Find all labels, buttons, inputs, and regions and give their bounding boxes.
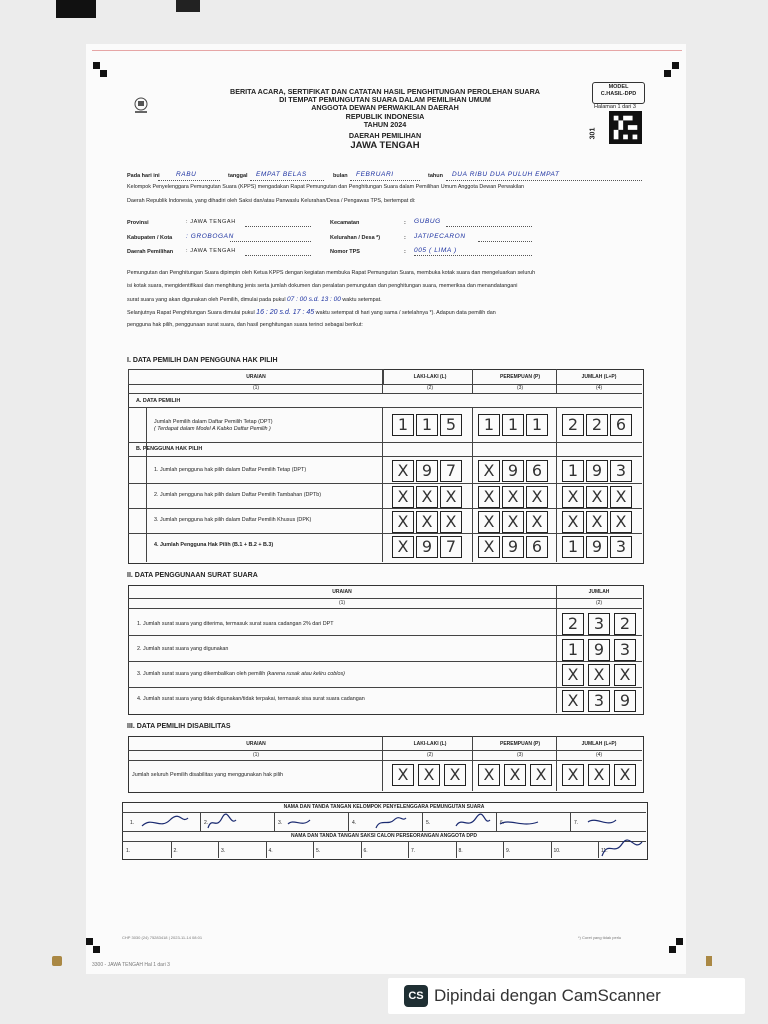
s1-b4: 4. Jumlah Pengguna Hak Pilih (B.1 + B.2 + B.3) <box>154 542 274 548</box>
saksi-signature-slot: 5. <box>316 848 321 854</box>
side-code: 301 <box>589 127 597 140</box>
row-line <box>128 442 642 443</box>
col-divider <box>472 369 473 393</box>
daerah-label: DAERAH PEMILIHAN <box>348 131 422 141</box>
digit-box: 9 <box>416 460 438 482</box>
s2-n2: (2) <box>595 600 603 606</box>
s1-col-pr: PEREMPUAN (P) <box>499 374 540 380</box>
page-border-line <box>92 50 682 51</box>
digit-box: 3 <box>588 613 610 635</box>
digit-box: 1 <box>502 414 524 436</box>
footer-bottom-left: 3300 - JAWA TENGAH Hal 1 dari 3 <box>92 962 170 968</box>
header-title-5: TAHUN 2024 <box>363 119 407 129</box>
digit-box: 9 <box>586 536 608 558</box>
s1-a-row2: ( Terdapat dalam Model A Kabko Daftar Pemilih ) <box>154 426 271 432</box>
body-p4-a: Selanjutnya Rapat Penghitungan Suara dimulai pukul <box>127 310 255 316</box>
digit-box: X <box>502 486 524 508</box>
digit-box: 7 <box>440 536 462 558</box>
digit-box: X <box>478 511 500 533</box>
digit-box: X <box>478 536 500 558</box>
scan-edge-mark <box>706 956 712 966</box>
dotline <box>446 180 642 181</box>
bulan-value: FEBRUARI <box>356 171 394 178</box>
saksi-signature-title: NAMA DAN TANDA TANGAN SAKSI CALON PERSEORANGAN ANGGOTA DPD <box>291 833 477 839</box>
digit-box: 2 <box>586 414 608 436</box>
registration-mark <box>672 62 679 69</box>
digit-box: X <box>562 664 584 686</box>
registration-mark <box>93 62 100 69</box>
row-line <box>128 598 642 599</box>
digit-box: X <box>440 511 462 533</box>
daerah-value: JAWA TENGAH <box>350 140 420 152</box>
col-divider <box>556 407 557 562</box>
digit-box: 3 <box>610 460 632 482</box>
camscanner-text: Dipindai dengan CamScanner <box>434 986 661 1005</box>
dotline <box>478 241 532 242</box>
body-p3-b: waktu setempat. <box>342 297 382 303</box>
s3-col-lk: LAKI-LAKI (L) <box>413 741 447 747</box>
digit-box: X <box>478 460 500 482</box>
kpu-logo-icon <box>131 96 151 116</box>
body-p1: Pemungutan dan Penghitungan Suara dipimpin oleh Ketua KPPS dengan kegiatan membuka Rapat Pemungutan Suara, membuka kotak suara dan mengeluarkan seluruh <box>127 270 536 276</box>
bulan-label: bulan <box>333 173 348 179</box>
camscanner-watermark <box>388 978 745 1014</box>
tahun-value: DUA RIBU DUA PULUH EMPAT <box>452 171 560 178</box>
digit-box: 6 <box>526 460 548 482</box>
s1-col-jml: JUMLAH (L+P) <box>581 374 617 380</box>
registration-mark <box>676 938 683 945</box>
col-divider <box>361 841 362 858</box>
s1-col-uraian: URAIAN <box>246 374 266 380</box>
dapil-label: Daerah Pemilihan <box>127 249 174 255</box>
digit-box: X <box>588 764 610 786</box>
kelurahan-value: JATIPECARON <box>414 233 466 240</box>
digit-box: X <box>586 486 608 508</box>
col-divider <box>382 369 383 393</box>
row-line <box>128 508 642 509</box>
digit-box: X <box>586 511 608 533</box>
digit-box: X <box>416 511 438 533</box>
digit-box: 9 <box>614 690 636 712</box>
col-divider <box>382 407 383 562</box>
col-divider <box>472 736 473 791</box>
intro-line-2: Kelompok Penyelenggara Pemungutan Suara (KPPS) mengadakan Rapat Pemungutan dan Penghitungan Suara dalam Pemilihan Umum Anggota Dewan Perwakilan <box>127 184 525 190</box>
s1-n1: (1) <box>252 385 260 391</box>
digit-box: X <box>530 764 552 786</box>
body-p4 <box>127 309 496 317</box>
digit-box: X <box>610 511 632 533</box>
s1-n4: (4) <box>595 385 603 391</box>
col-divider <box>382 736 383 791</box>
s1-a-title: A. DATA PEMILIH <box>136 398 181 404</box>
digit-box: X <box>526 486 548 508</box>
registration-mark <box>664 70 671 77</box>
model-code: C.HASIL-DPD <box>600 91 637 97</box>
digit-box: X <box>562 764 584 786</box>
s2-r1: 1. Jumlah surat suara yang diterima, termasuk surat suara cadangan 2% dari DPT <box>137 621 334 627</box>
s2-r3 <box>137 671 345 677</box>
kabupaten-label: Kabupaten / Kota <box>127 235 173 241</box>
registration-mark <box>93 946 100 953</box>
saksi-signature-slot: 9. <box>506 848 511 854</box>
body-p4-b: waktu setempat di hari yang sama / setelahnya *). Adapun data pemilih dan <box>315 310 496 316</box>
col-divider <box>503 841 504 858</box>
dotline <box>230 241 311 242</box>
col-divider <box>556 736 557 791</box>
digit-box: 3 <box>614 639 636 661</box>
digit-box: X <box>416 486 438 508</box>
s3-n1: (1) <box>252 752 260 758</box>
s1-a-row1: Jumlah Pemilih dalam Daftar Pemilih Tetap (DPT) <box>154 419 273 425</box>
digit-box: 2 <box>562 414 584 436</box>
digit-box: X <box>562 486 584 508</box>
digit-box: X <box>504 764 526 786</box>
s3-col-pr: PEREMPUAN (P) <box>499 741 540 747</box>
row-line <box>128 661 642 662</box>
digit-box: X <box>392 536 414 558</box>
col-divider <box>551 841 552 858</box>
qr-code-icon <box>609 111 642 144</box>
digit-box: 1 <box>392 414 414 436</box>
saksi-signature-slot: 11. <box>601 848 608 854</box>
kpps-signature-slot: 2. <box>204 820 209 826</box>
scan-edge-mark <box>56 0 96 18</box>
saksi-signature-slot: 6. <box>363 848 368 854</box>
registration-mark <box>669 946 676 953</box>
registration-mark <box>100 70 107 77</box>
tahun-label: tahun <box>428 173 443 179</box>
digit-box: X <box>392 511 414 533</box>
s1-b-title: B. PENGGUNA HAK PILIH <box>136 446 203 452</box>
header-title-3: ANGGOTA DEWAN PERWAKILAN DAERAH <box>311 103 459 113</box>
s3-col-uraian: URAIAN <box>246 741 266 747</box>
saksi-signature-slot: 2. <box>173 848 178 854</box>
digit-box: X <box>418 764 440 786</box>
page-number: Halaman 1 dari 3 <box>594 104 636 110</box>
digit-box: 3 <box>610 536 632 558</box>
digit-box: 1 <box>562 536 584 558</box>
s2-col-jml: JUMLAH <box>588 589 610 595</box>
body-p3-a: surat suara yang akan digunakan oleh Pemilih, dimulai pada pukul <box>127 297 286 303</box>
digit-box: 2 <box>562 613 584 635</box>
digit-box: 3 <box>588 690 610 712</box>
saksi-signature-slot: 8. <box>458 848 463 854</box>
tps-label: Nomor TPS <box>330 249 360 255</box>
digit-box: X <box>478 486 500 508</box>
tanggal-label: tanggal <box>228 173 248 179</box>
scan-edge-mark <box>52 956 62 966</box>
s3-n3: (3) <box>516 752 524 758</box>
s3-r1: Jumlah seluruh Pemilih disabilitas yang menggunakan hak pilih <box>132 772 284 778</box>
digit-box: 9 <box>502 460 524 482</box>
s2-r4: 4. Jumlah surat suara yang tidak digunakan/tidak terpakai, termasuk sisa surat suara cadangan <box>137 696 365 702</box>
row-line <box>128 750 642 751</box>
digit-box: X <box>614 764 636 786</box>
kecamatan-label: Kecamatan <box>330 220 360 226</box>
col-divider <box>556 369 557 393</box>
kpps-signature-slot: 5. <box>426 820 431 826</box>
digit-box: 9 <box>502 536 524 558</box>
hari-label: Pada hari ini <box>127 173 160 179</box>
s3-n2: (2) <box>426 752 434 758</box>
col-divider <box>218 841 219 858</box>
digit-box: 2 <box>614 613 636 635</box>
col-divider <box>472 407 473 562</box>
s1-b2: 2. Jumlah pengguna hak pilih dalam Daftar Pemilih Tambahan (DPTb) <box>154 492 322 498</box>
row-line <box>128 760 642 761</box>
colon: : <box>404 220 406 226</box>
colon: : <box>404 249 406 255</box>
col-divider <box>171 841 172 858</box>
s2-r3-b: (karena rusak atau keliru coblos) <box>266 671 345 677</box>
digit-box: X <box>588 664 610 686</box>
col-divider <box>556 585 557 713</box>
body-p4-time: 16 : 20 s.d. 17 : 45 <box>256 309 315 316</box>
digit-box: X <box>392 764 414 786</box>
kelurahan-label: Kelurahan / Desa *) <box>330 235 381 241</box>
s1-n2: (2) <box>426 385 434 391</box>
col-divider <box>456 841 457 858</box>
kpps-signature-slot: 6. <box>500 820 505 826</box>
dotline <box>250 180 324 181</box>
col-divider <box>313 841 314 858</box>
section-1-title: I. DATA PEMILIH DAN PENGGUNA HAK PILIH <box>127 357 278 364</box>
intro-line-3: Daerah Republik Indonesia, yang dihadiri oleh Saksi dan/atau Panwaslu Kelurahan/Desa / Pengawas TPS, bertempat di: <box>127 198 416 204</box>
digit-box: X <box>614 664 636 686</box>
digit-box: X <box>392 486 414 508</box>
dotline <box>414 255 532 256</box>
hari-value: RABU <box>176 171 197 178</box>
digit-box: 1 <box>562 639 584 661</box>
s1-b1: 1. Jumlah pengguna hak pilih dalam Daftar Pemilih Tetap (DPT) <box>154 467 307 473</box>
s1-b3: 3. Jumlah pengguna hak pilih dalam Daftar Pemilih Khusus (DPK) <box>154 517 312 523</box>
body-p2: isi kotak suara, mengidentifikasi dan menghitung jenis serta jumlah dokumen dan peralatan pemungutan dan penghitungan suara, memeriksa dan menandatangani <box>127 283 518 289</box>
s3-n4: (4) <box>595 752 603 758</box>
dotline <box>446 226 532 227</box>
kabupaten-value: : GROBOGAN <box>186 233 234 240</box>
s1-n3: (3) <box>516 385 524 391</box>
kecamatan-value: GUBUG <box>414 218 441 225</box>
s3-col-jml: JUMLAH (L+P) <box>581 741 617 747</box>
header-title-2: DI TEMPAT PEMUNGUTAN SUARA DALAM PEMILIHAN UMUM <box>279 95 491 105</box>
row-line <box>128 407 642 408</box>
kpps-signature-slot: 3. <box>278 820 283 826</box>
digit-box: X <box>562 690 584 712</box>
body-p3-time: 07 : 00 s.d. 13 : 00 <box>287 296 341 303</box>
row-line <box>128 456 642 457</box>
model-badge <box>592 82 645 104</box>
tanggal-value: EMPAT BELAS <box>256 171 307 178</box>
saksi-signature-slot: 3. <box>221 848 226 854</box>
digit-box: 5 <box>440 414 462 436</box>
dapil-value: : JAWA TENGAH <box>186 248 236 254</box>
digit-box: X <box>392 460 414 482</box>
header-title-1: BERITA ACARA, SERTIFIKAT DAN CATATAN HASIL PENGHITUNGAN PEROLEHAN SUARA <box>230 87 540 96</box>
section-2-title: II. DATA PENGGUNAAN SURAT SUARA <box>127 572 258 579</box>
s1-col-lk: LAKI-LAKI (L) <box>413 374 447 380</box>
provinsi-label: Provinsi <box>127 220 149 226</box>
col-divider <box>266 841 267 858</box>
digit-box: 1 <box>526 414 548 436</box>
body-p5: pengguna hak pilih, penggunaan surat suara, dan hasil penghitungan suara terinci sebagai berikut: <box>127 322 363 328</box>
header-title-4: REPUBLIK INDONESIA <box>345 111 425 121</box>
saksi-signature-slot: 10. <box>553 848 561 854</box>
digit-box: X <box>502 511 524 533</box>
digit-box: 1 <box>416 414 438 436</box>
section-3-title: III. DATA PEMILIH DISABILITAS <box>127 723 231 730</box>
digit-box: 1 <box>562 460 584 482</box>
s2-col-uraian: URAIAN <box>332 589 352 595</box>
dotline <box>350 180 420 181</box>
row-line <box>128 635 642 636</box>
provinsi-value: : JAWA TENGAH <box>186 219 236 225</box>
footer-code: CHP 3030 (24) 75283418 | 2023-11-14 08:01 <box>122 935 203 940</box>
footer-note: *) Coret yang tidak perlu <box>578 935 622 940</box>
s2-n1: (1) <box>338 600 346 606</box>
digit-box: X <box>562 511 584 533</box>
row-line <box>128 533 642 534</box>
digit-box: 9 <box>588 639 610 661</box>
saksi-signature-slot: 1. <box>126 848 131 854</box>
dotline <box>245 226 311 227</box>
registration-mark <box>86 938 93 945</box>
row-line <box>128 483 642 484</box>
row-line <box>122 841 646 842</box>
s2-r2: 2. Jumlah surat suara yang digunakan <box>137 646 229 652</box>
digit-box: 9 <box>416 536 438 558</box>
digit-box: 6 <box>526 536 548 558</box>
saksi-signature-slot: 7. <box>411 848 416 854</box>
digit-box: 1 <box>478 414 500 436</box>
col-divider <box>408 841 409 858</box>
tps-value: 005 ( LIMA ) <box>414 247 457 254</box>
digit-box: 9 <box>586 460 608 482</box>
digit-box: X <box>478 764 500 786</box>
dotline <box>158 180 220 181</box>
digit-box: X <box>444 764 466 786</box>
digit-box: 6 <box>610 414 632 436</box>
kpps-signature-title: NAMA DAN TANDA TANGAN KELOMPOK PENYELENGGARA PEMUNGUTAN SUARA <box>283 804 485 810</box>
dotline <box>245 255 311 256</box>
digit-box: X <box>526 511 548 533</box>
kpps-signatures-drawing <box>138 812 618 832</box>
col-divider <box>146 407 147 562</box>
colon: : <box>404 235 406 241</box>
saksi-signature-drawing <box>598 836 644 860</box>
kpps-signature-slot: 1. <box>130 820 135 826</box>
body-p3 <box>127 296 382 304</box>
row-line <box>128 687 642 688</box>
form-header <box>190 88 580 152</box>
digit-box: 7 <box>440 460 462 482</box>
saksi-signature-slot: 4. <box>268 848 273 854</box>
kpps-signature-slot: 7. <box>574 820 579 826</box>
digit-box: X <box>440 486 462 508</box>
model-label: MODEL <box>608 84 629 90</box>
s2-r3-a: 3. Jumlah surat suara yang dikembalikan oleh pemilih <box>137 671 267 677</box>
row-line <box>128 608 642 609</box>
kpps-signature-slot: 4. <box>352 820 357 826</box>
scan-edge-mark <box>176 0 200 12</box>
digit-box: X <box>610 486 632 508</box>
camscanner-logo-icon: CS <box>404 985 428 1007</box>
